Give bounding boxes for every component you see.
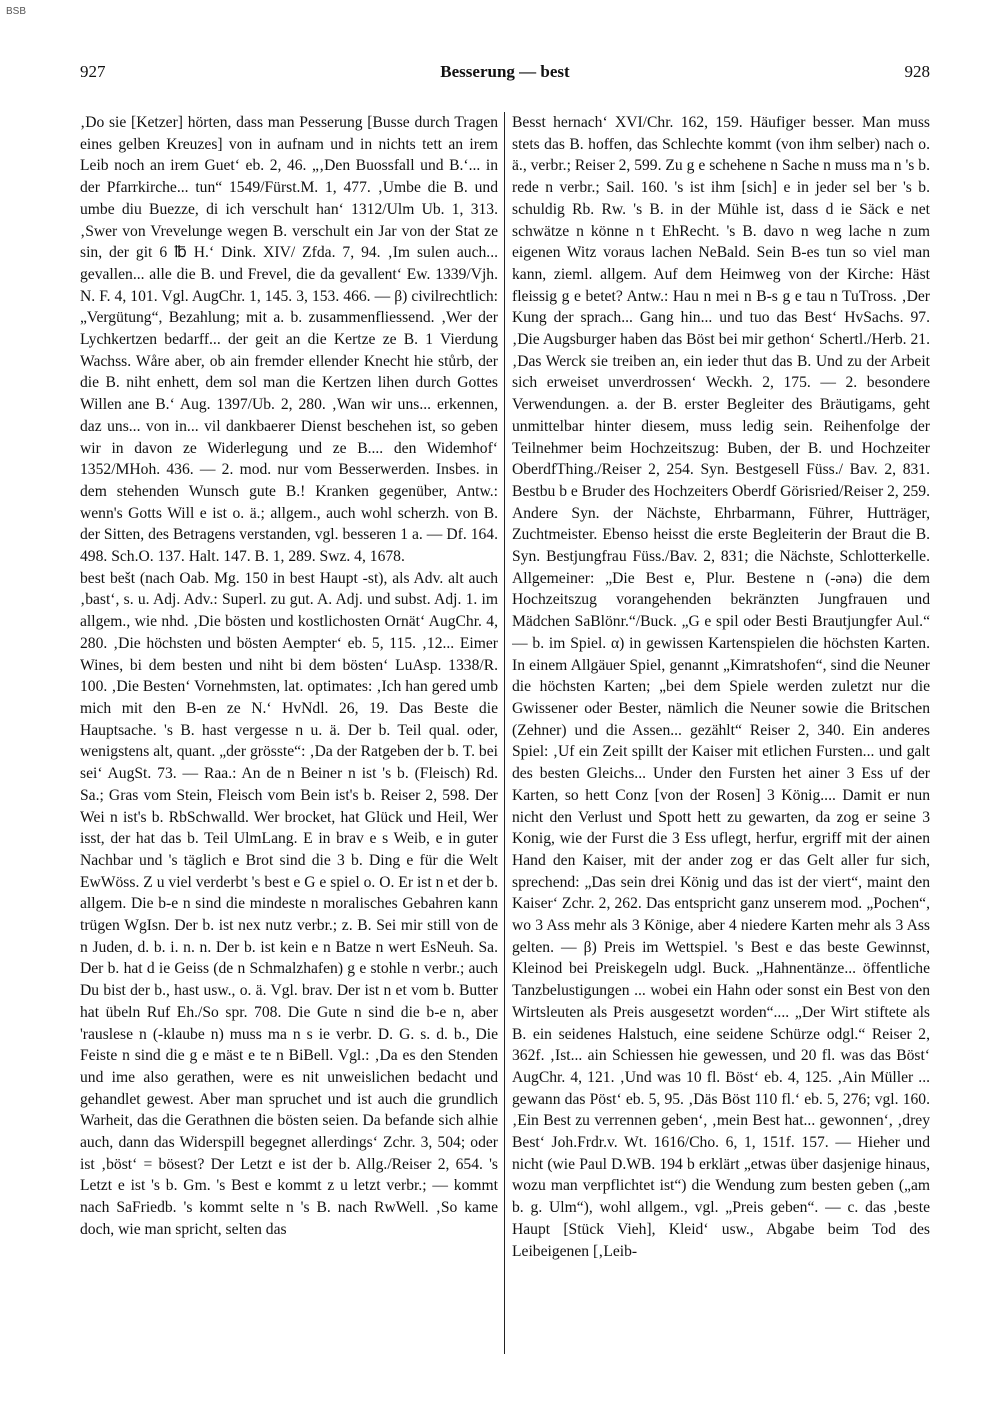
page-number-right: 928: [904, 62, 930, 81]
running-head: Besserung — best: [440, 62, 570, 81]
column-divider: [504, 112, 505, 1354]
entry-best-continued: Besst hernach‘ XVI/Chr. 162, 159. Häufiger besser. Man muss stets das B. hoffen, das Schlechte kommt (von ihm selber) nach o. ä., verbr.; Reiser 2, 599. Zu g e schehene n Sache n muss ma n 's b. rede n verbr.; Sail. 160. 's ist ihm [sich] e in jeder sel ber 's b. schuldig Rb. Rw. 's B. in der Mühle ist, dass d ie Säck e net schwätze n könne n t EhRecht. 's B. davo n weg lache n zum eigenen Witz voraus lachen NeBald. Sein B-es tun so viel man kann, zieml. allgem. Auf dem Heimweg von der Kirche: Häst fleissig g e betet? Antw.: Hau n mei n B-s g e tau n TuTross. ‚Der Kung der sprach... Gang hin... und tuo das Best‘ HvSachs. 97. ‚Die Augsburger haben das Böst bei mir gethon‘ Schertl./Herb. 21. ‚Das Werck sie treiben an, ein ieder thut das B. Und zu der Arbeit sich erweiset unverdrossen‘ Weckh. 2, 175. — 2. besondere Verwendungen. a. der B. erster Begleiter des Bräutigams, geht unmittelbar hinter diesem, muss ledig sein. Reihenfolge der Teilnehmer beim Hochzeitszug: Buben, der B. und Hochzeiter OberdfThing./Reiser 2, 254. Syn. Bestgesell Füss./ Bav. 2, 831. Bestbu b e Bruder des Hochzeiters Oberdf Görisried/Reiser 2, 259. Andere Syn. der Nächste, Ehrbarmann, Führer, Hutträger, Zuchtmeister. Ebenso heisst die erste Begleiterin der Braut die B. Syn. Bestjungfrau Füss./Bav. 2, 831; die Nächste, Schlotterkelle. Allgemeiner: „Die Best e, Plur. Bestene n (-ənə) die dem Hochzeitszug vorangehenden bekränzten Jungfrauen und Mädchen SaBlönr.“/Buck. „G e spil oder Besti Brautjungfer Aul.“ — b. im Spiel. α) in gewissen Kartenspielen die höchsten Karten. In einem Allgäuer Spiel, genannt „Kimratshofen“, sind die Neuner die höchsten Karten; „bei dem Spiele werden zuletzt nur die Gwissener oder Bester, nämlich die Neuner sowie die Britschen (Zehner) und die Assen... gezählt“ Reiser 2, 340. Ein anderes Spiel: ‚Uf ein Zeit spillt der Kaiser mit etlichen Fursten... und galt des besten Gleichs... Under den Fursten het ainer 3 Ess uf der Karten, so hett Conz [von der Rosen] 3 König.... Damit er nun nicht den Verlust und Spott hett zu gewarten, da zog er seine 3 Konig, wie der Furst die 3 Ess uflegt, herfur, ergriff mit der ainen Hand den Kaiser, mit der ander zog er das Gelt aller fur sich, sprechend: „Das sein drei König und das ist der viert“, maint den Kaiser‘ Zchr. 2, 262. Das entspricht ganz unserem mod. „Pochen“, wo 3 Ass mehr als 3 Könige, aber 4 niedere Karten mehr als 3 Ass gelten. — β) Preis im Wettspiel. 's Best e das beste Gewinnst, Kleinod bei Preiskegeln udgl. Buck. „Hahnentänze... öffentliche Tanzbelustigungen ... wobei ein Hahn oder sonst ein Best von den Wirtsleuten als Preis ausgesetzt worden“.... „Der Wirt stiftete als B. ein seidenes Halstuch, eine seidene Schürze odgl.“ Reiser 2, 362f. ‚Ist... ain Schiessen hie gewessen, und 20 fl. was das Böst‘ AugChr. 4, 121. ‚Und was 10 fl. Böst‘ eb. 4, 125. ‚Ain Müller ... gewann das Pöst‘ eb. 5, 95. ‚Däs Böst 110 fl.‘ eb. 5, 276; vgl. 160. ‚Ein Best zu verrennen geben‘, ‚mein Best hat... gewonnen‘, ‚drey Best‘ Joh.Frdr.v. Wt. 1616/Cho. 6, 1, 151f. 157. — Hieher und nicht (wie Paul D.WB. 194 b erklärt „etwas über dasjenige hinaus, wozu man verpflichtet ist“) die Wendung zum besten geben („am b. g. Ulm“), wohl allgem., vgl. „Preis geben“. — c. das ‚beste Haupt [Stück Vieh], Kleid‘ usw., Abgabe beim Tod des Leibeigenen [‚Leib-: [512, 114, 930, 1260]
entry-best: best bešt (nach Oab. Mg. 150 in best Haupt -st), als Adv. alt auch ‚bast‘, s. u. Adj. Adv.: Superl. zu gut. A. Adj. und subst. Adj. 1. im allgem., wie nhd. ‚Die bösten und kostlichosten Ornät‘ AugChr. 4, 280. ‚Die höchsten und bösten Aempter‘ eb. 5, 115. ‚12... Eimer Wines, bi dem besten und niht bi dem bösten‘ LuAsp. 1338/R. 100. ‚Die Besten‘ Vornehmsten, lat. optimates: ‚Ich han gered umb mich mit den B-en ze N.‘ HvNdl. 26, 19. Das Beste die Hauptsache. 's B. hast vergesse n u. ä. Der b. Teil qual. oder, wenigstens alt, quant. „der grösste“: ‚Da der Ratgeben der b. T. bei sei‘ AugSt. 73. — Raa.: An de n Beiner n ist 's b. (Fleisch) Rd. Sa.; Gras vom Stein, Fleisch vom Bein ist's b. Reiser 2, 598. Der Wei n ist's b. RbSchwalld. Wer brocket, hat Glück und Heil, Wer isst, der hat das b. Teil UlmLang. E in brav e s Weib, e in guter Nachbar und 's täglich e Brot sind die 3 b. Ding e für die Welt EwWöss. Z u viel verderbt 's best e G e spiel o. O. Er ist n et der b. allgem. Die b-e n sind die mindeste n moralisches Gebahren kann trügen WgIsn. Der b. ist nex nutz verbr.; z. B. Sei mir still von de n Juden, d. b. i. n. n. Der b. ist kein e n Batze n wert EsNeuh. Sa. Der b. hat d ie Geiss (de n Schmalzhafen) g e stohle n verbr.; auch Du bist der b., hast usw., o. ä. Vgl. brav. Der ist n et vom b. Butter hat übeln Ruf Eh./So spr. 708. Die Gute n sind die b-e n, aber 'rauslese n (-klaube n) muss ma n s ie verbr. D. G. s. d. b., Die Feiste n sind die g e mäst e te n BiBell. Vgl.: ‚Da es den Stenden und ime also gerathen, were es nit unweislichen bedacht und gehandlet gewest. Aber man spruchet und ist auch die grundlich Warheit, das die Gerathnen die bösten seien. Da befande sich alhie auch, dann das Widerspill begegnet allerdings‘ Zchr. 3, 504; oder ist ‚böst‘ = bösest? Der Letzt e ist der b. Allg./Reiser 2, 654. 's Letzt e ist 's b. Gm. 's Best e kommt z u letzt verbr.; — kommt nach SaFriedb. 's kommt selte n 's B. nach RwWell. ‚So kame doch, wie man spricht, selten das: [80, 569, 498, 1238]
left-column: [80, 112, 498, 1357]
library-stamp: BSB: [6, 6, 27, 17]
page-number-left: 927: [80, 62, 106, 81]
entry-besserung-continued: ‚Do sie [Ketzer] hörten, dass man Pesserung [Busse durch Tragen eines gelben Kreuzes] von in aufnam und in nichts tett an irem Leib noch an irem Guet‘ eb. 2, 46. „‚Den Buossfall und B.‘... in der Pfarrkirche... tun“ 1549/Fürst.M. 1, 477. ‚Umbe die B. und umbe diu Buezze, di ich verschult han‘ 1312/Ulm Ub. 1, 313. ‚Swer von Vrevelunge wegen B. verschult ein Jar von der Stat ze sin, der git 6 ℔ H.‘ Dink. XIV/ Zfda. 7, 94. ‚Im sulen auch... gevallen... alle die B. und Frevel, die da gevallent‘ Ew. 1339/Vjh. N. F. 4, 101. Vgl. AugChr. 1, 145. 3, 153. 466. — β) civilrechtlich: „Vergütung“, Bezahlung; mit a. b. zusammenfliessend. ‚Wer der Lychkertzen bedarff... der geit an die Kertze ze B. 1 Vierdung Wachss. Wåre aber, ob ain fremder ellender Knecht hie stůrb, der die B. niht enhett, dem sol man die Kertzen lihen durch Gottes Willen ane B.‘ Aug. 1397/Ub. 2, 280. ‚Wan wir uns... erkennen, daz uns... von in... vil dankbaerer Dienst beschehen ist, so geben wir in davon ze Widerlegung und ze B.... den Widemhof‘ 1352/MHoh. 436. — 2. mod. nur vom Besserwerden. Insbes. in dem stehenden Wunsch gute B.! Kranken gegenüber, Antw.: wenn's Gotts Will e ist o. ä.; allgem., auch wohl scherzh. von B. der Sitten, des Betragens verstanden, vgl. besseren 1 a. — Df. 164. 498. Sch.O. 137. Halt. 147. B. 1, 289. Swz. 4, 1678.: [80, 114, 498, 566]
right-column: [512, 112, 930, 1357]
page-header: [80, 62, 930, 88]
